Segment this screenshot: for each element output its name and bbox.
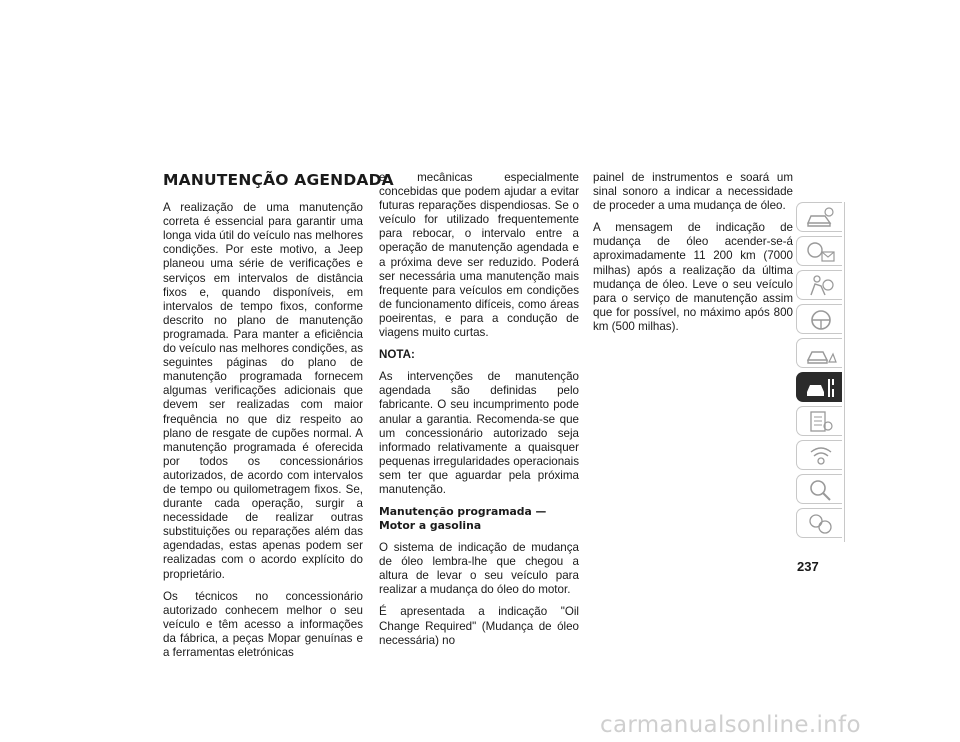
paragraph: e mecânicas especialmente concebidas que podem ajudar a evitar futuras reparações dispendiosas. Se o veículo for utilizado frequentemente para rebocar, o intervalo entre a operação de manutenção agendada e a próxima deve ser reduzido. Poderá ser necessária uma manutenção mais frequente para veículos em condições de funcionamento difíceis, como áreas poeirentas, e para a condução de viagens muito curtas. (379, 171, 579, 340)
tab-car-info[interactable] (796, 202, 842, 232)
note-text: As intervenções de manutenção agendada são definidas pelo fabricante. O seu incumprimento pode anular a garantia. Recomenda-se que um concessionário autorizado seja informado relativamente a quaisquer pequenas irregularidades operacionais sem ter que aguardar pela próxima manutenção. (379, 370, 579, 496)
airbag-person-icon (805, 274, 837, 298)
car-service-tools-icon (805, 376, 837, 400)
multimedia-signal-icon (805, 444, 837, 468)
subheading: Manutenção programada — Motor a gasolina (379, 505, 547, 533)
steering-wheel-icon (805, 308, 837, 332)
tab-multimedia[interactable] (796, 440, 842, 470)
paragraph: O sistema de indicação de mudança de óleo lembra-lhe que chegou a altura de levar o seu veículo para realizar a mudança do óleo do motor. (379, 541, 579, 597)
section-title: MANUTENÇÃO AGENDADA (163, 171, 394, 189)
tab-safety[interactable] (796, 270, 842, 300)
watermark: carmanualsonline.info (600, 712, 861, 738)
tab-servicing-maintenance[interactable] (796, 372, 842, 402)
car-info-icon (805, 206, 837, 230)
paragraph: A realização de uma manutenção correta é essencial para garantir uma longa vida útil do veículo nas melhores condições. Por este motivo, a Jeep planeou uma série de verificações e serviços em intervalos de distância fixos e, quando disponíveis, em intervalos de tempo fixos, conforme descrito no plano de manutenção programada. Para manter a eficiência do veículo nas melhores condições, as seguintes páginas do plano de manutenção programada fornecem algumas verificações adicionais que devem ser realizadas com maior frequência no que diz respeito ao plano de resgate de cupões normal. A manutenção programada é oferecida por todos os concessionários autorizados, de acordo com intervalos de tempo ou quilometragem fixos. Se, durante cada operação, surgir a necessidade de realizar outras substituições ou reparações além das agendadas, estas apenas podem ser realizadas com o acordo explícito do proprietário. (163, 201, 363, 581)
language-icon (805, 512, 837, 536)
tab-starting-driving[interactable] (796, 304, 842, 334)
paragraph: É apresentada a indicação "Oil Change Required" (Mudança de óleo necessária) no (379, 605, 579, 647)
tab-dashboard-message[interactable] (796, 236, 842, 266)
note-title: NOTA: (379, 348, 415, 362)
column-3 (593, 171, 793, 342)
car-warning-icon (805, 342, 837, 366)
page-number: 237 (797, 559, 819, 574)
tab-languages[interactable] (796, 508, 842, 538)
specifications-list-icon (805, 410, 837, 434)
column-2 (379, 171, 579, 656)
dashboard-message-icon (805, 240, 837, 264)
column-1 (163, 170, 394, 668)
paragraph: A mensagem de indicação de mudança de óleo acender-se-á aproximadamente 11 200 km (7000 milhas) após a realização da última mudança de óleo. Leve o seu veículo para o serviço de manutenção assim que for possível, no máximo após 800 km (500 milhas). (593, 221, 793, 333)
tab-emergency[interactable] (796, 338, 842, 368)
tab-technical-specifications[interactable] (796, 406, 842, 436)
tab-index[interactable] (796, 474, 842, 504)
paragraph: painel de instrumentos e soará um sinal sonoro a indicar a necessidade de proceder a uma mudança de óleo. (593, 171, 793, 213)
paragraph: Os técnicos no concessionário autorizado conhecem melhor o seu veículo e têm acesso a informações da fábrica, a peças Mopar genuínas e a ferramentas eletrónicas (163, 589, 363, 659)
magnifier-index-icon (805, 478, 837, 502)
chapter-tabs (796, 202, 845, 542)
